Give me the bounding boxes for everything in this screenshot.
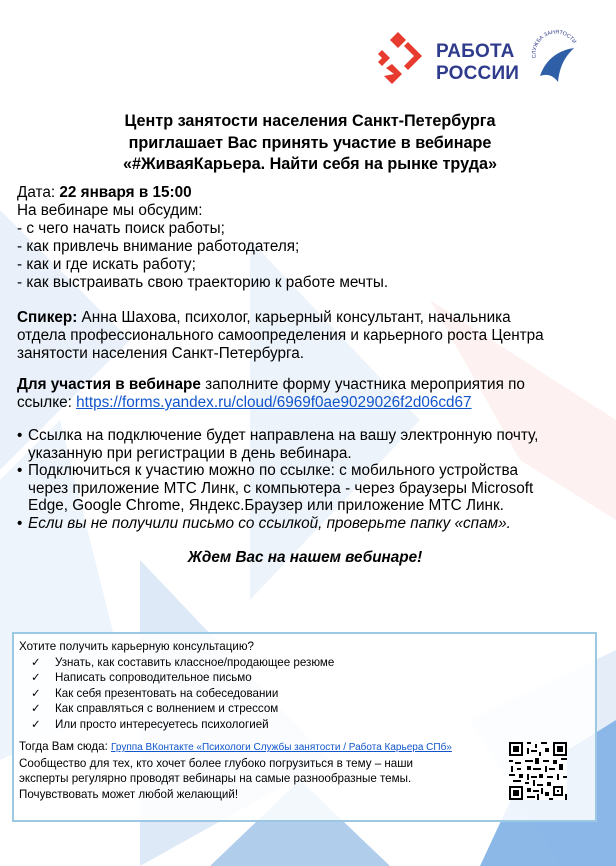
closing-message: Ждем Вас на нашем вебинаре! xyxy=(187,549,423,566)
checkmark-icon: ✓ xyxy=(31,686,41,700)
speaker-line-2: отдела профессионального самоопределения и карьерного роста Центра xyxy=(17,327,544,344)
consult-heading: Хотите получить карьерную консультацию? xyxy=(19,640,255,653)
desc-line-2: эксперты регулярно проводят вебинары на самые разнообразные темы. xyxy=(19,772,412,785)
bullet-item: • Ссылка на подключение будет направлена на вашу электронную почту, указанную при регистрации в день вебинара. xyxy=(17,427,539,462)
speaker-line-3: занятости населения Санкт-Петербурга. xyxy=(17,345,304,362)
bullet-item: • Если вы не получили письмо со ссылкой, проверьте папку «спам». xyxy=(17,514,511,532)
registration-form-link[interactable]: https://forms.yandex.ru/cloud/6969f0ae9029026f2d06cd67 xyxy=(76,394,472,411)
logo-line-2: РОССИИ xyxy=(436,63,520,84)
date-and-topics xyxy=(17,184,597,292)
desc-line-3: Почувствовать может любой желающий! xyxy=(19,787,239,801)
qr-code[interactable] xyxy=(509,742,567,800)
topic-item: - с чего начать поиск работы; xyxy=(17,220,225,237)
logo-line-1: РАБОТА xyxy=(436,41,515,62)
participation-label: Для участия в вебинаре xyxy=(17,376,201,393)
checkmark-icon: ✓ xyxy=(31,702,41,715)
checkmark-icon: ✓ xyxy=(31,671,41,684)
then-label: Тогда Вам сюда: xyxy=(19,740,112,753)
rabota-rossii-logo xyxy=(378,28,578,98)
date-value: 22 января в 15:00 xyxy=(59,184,192,201)
topic-item: - как и где искать работу; xyxy=(17,256,196,273)
consult-list xyxy=(31,655,452,733)
speaker-block xyxy=(17,309,597,363)
title-line-3: «#ЖиваяКарьера. Найти себя на рынке труда» xyxy=(123,155,497,173)
logo-arrows-icon xyxy=(378,28,434,84)
checkmark-icon: ✓ xyxy=(31,655,41,669)
bullet-item: • Подключиться к участию можно по ссылке: с мобильного устройства через приложение МТС Линк, с компьютера - через браузеры Microsoft Edge, Google Chrome, Яндекс.Браузер или приложение МТС Линк. xyxy=(17,462,534,514)
topic-item: - как привлечь внимание работодателя; xyxy=(17,238,300,255)
list-item: ✓ Как справляться с волнением и стрессом xyxy=(31,702,279,715)
page-title xyxy=(60,111,560,176)
title-line-2: приглашает Вас принять участие в вебинаре xyxy=(128,133,492,152)
title-line-1: Центр занятости населения Санкт-Петербурга xyxy=(124,112,496,130)
participation-text-2: ссылке: xyxy=(17,394,77,411)
emblem-arc-text: СЛУЖБА ЗАНЯТОСТИ xyxy=(531,29,578,59)
list-item: ✓ Или просто интересуетесь психологией xyxy=(31,717,269,731)
consultation-box xyxy=(12,632,597,822)
sluzhba-zanyatosti-emblem xyxy=(530,28,580,88)
vk-group-link[interactable]: Группа ВКонтакте «Психологи Службы занятости / Работа Карьера СПб» xyxy=(111,742,452,753)
checkmark-icon: ✓ xyxy=(31,717,41,731)
topics-intro: На вебинаре мы обсудим: xyxy=(17,202,203,219)
participation-text: заполните форму участника мероприятия по xyxy=(200,376,525,393)
svg-text:СЛУЖБА ЗАНЯТОСТИ xyxy=(532,30,578,59)
list-item: ✓ Как себя презентовать на собеседовании xyxy=(31,686,279,700)
date-line xyxy=(17,184,597,202)
list-item: ✓ Узнать, как составить классное/продающее резюме xyxy=(31,655,335,669)
topic-item: - как выстраивать свою траекторию к работе мечты. xyxy=(17,274,389,291)
desc-line-1: Сообщество для тех, кто хочет более глубоко погрузиться в тему – наши xyxy=(19,756,414,770)
speaker-line-1: Анна Шахова, психолог, карьерный консультант, начальника xyxy=(77,309,511,326)
info-bullets xyxy=(17,427,602,532)
speaker-label: Спикер: xyxy=(17,309,78,326)
participation-block xyxy=(17,376,597,412)
list-item: ✓ Написать сопроводительное письмо xyxy=(31,671,252,684)
date-label: Дата: xyxy=(17,184,60,201)
